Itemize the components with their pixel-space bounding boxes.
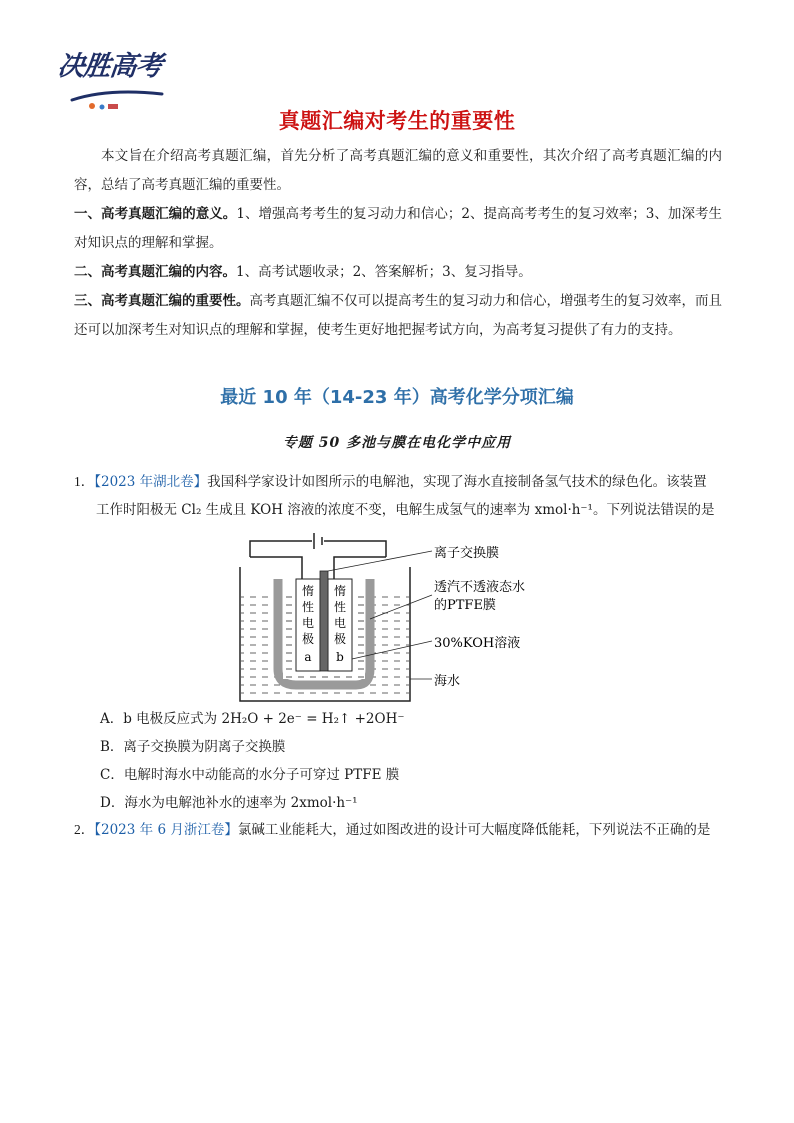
- option-d[interactable]: D．海水为电解池补水的速率为 2xmol·h⁻¹: [100, 795, 358, 811]
- topic-title: 专题 50 多池与膜在电化学中应用: [282, 435, 512, 451]
- question-source: 【2023 年湖北卷】: [94, 474, 208, 490]
- question-1-line-1: [74, 468, 734, 496]
- question-number: 1．: [74, 474, 95, 489]
- section-body: 1、增强高考考生的复习动力和信心；2、提高高考考生的复习效率；3、加深考生对知识点的理解和掌握。: [74, 206, 722, 251]
- label-koh: 30%KOH溶液: [434, 636, 521, 651]
- section-lead: 一、高考真题汇编的意义。: [74, 206, 237, 222]
- question-text: 氯碱工业能耗大，通过如图改进的设计可大幅度降低能耗，下列说法不正确的是: [237, 822, 711, 838]
- electrolysis-cell-diagram: [236, 529, 566, 707]
- question-1-line-2: 工作时阳极无 Cl₂ 生成且 KOH 溶液的浓度不变，电解生成氢气的速率为 xmol·h⁻¹。下列说法错误的是: [96, 502, 715, 518]
- question-text: 我国科学家设计如图所示的电解池，实现了海水直接制备氢气技术的绿色化。该装置: [207, 474, 707, 490]
- electrode-a-char: 性: [301, 600, 315, 614]
- question-source: 【2023 年 6 月浙江卷】: [94, 822, 238, 838]
- option-c[interactable]: C．电解时海水中动能高的水分子可穿过 PTFE 膜: [100, 767, 400, 783]
- label-ptfe-1: 透汽不透液态水: [434, 580, 526, 595]
- section-body: 1、高考试题收录；2、答案解析；3、复习指导。: [236, 264, 532, 280]
- section-significance: [74, 200, 722, 258]
- label-ptfe-2: 的PTFE膜: [434, 598, 496, 613]
- electrode-a-char: 极: [301, 632, 315, 646]
- electrode-b-char: 极: [333, 632, 347, 646]
- section-content: [74, 258, 722, 287]
- electrode-a-char: 惰: [301, 584, 315, 598]
- logo-text: 决胜高考: [56, 51, 164, 82]
- electrode-a-char: 电: [301, 616, 315, 630]
- electrode-b-char: b: [336, 650, 344, 664]
- page-title: 真题汇编对考生的重要性: [278, 109, 516, 133]
- section-importance: [74, 287, 722, 345]
- question-number: 2．: [74, 822, 95, 837]
- electrode-a-char: a: [304, 650, 312, 664]
- collection-title: 最近 10 年（14-23 年）高考化学分项汇编: [220, 387, 574, 408]
- section-lead: 二、高考真题汇编的内容。: [74, 264, 236, 280]
- electrode-b-char: 性: [333, 600, 347, 614]
- electrode-b-char: 电: [333, 616, 347, 630]
- intro-paragraph: 本文旨在介绍高考真题汇编，首先分析了高考真题汇编的意义和重要性，其次介绍了高考真题汇编的内容，总结了高考真题汇编的重要性。: [74, 148, 722, 193]
- label-membrane: 离子交换膜: [434, 546, 500, 561]
- option-a[interactable]: A．b 电极反应式为 2H₂O + 2e⁻ = H₂↑ +2OH⁻: [100, 711, 405, 727]
- section-lead: 三、高考真题汇编的重要性。: [74, 293, 250, 309]
- section-body: 高考真题汇编不仅可以提高考生的复习动力和信心，增强考生的复习效率，而且还可以加深考生对知识点的理解和掌握，使考生更好地把握考试方向，为高考复习提供了有力的支持。: [74, 293, 722, 338]
- question-2-line-1: [74, 816, 734, 844]
- electrode-b-char: 惰: [333, 584, 347, 598]
- label-sea: 海水: [434, 674, 461, 689]
- option-b[interactable]: B．离子交换膜为阴离子交换膜: [100, 739, 286, 755]
